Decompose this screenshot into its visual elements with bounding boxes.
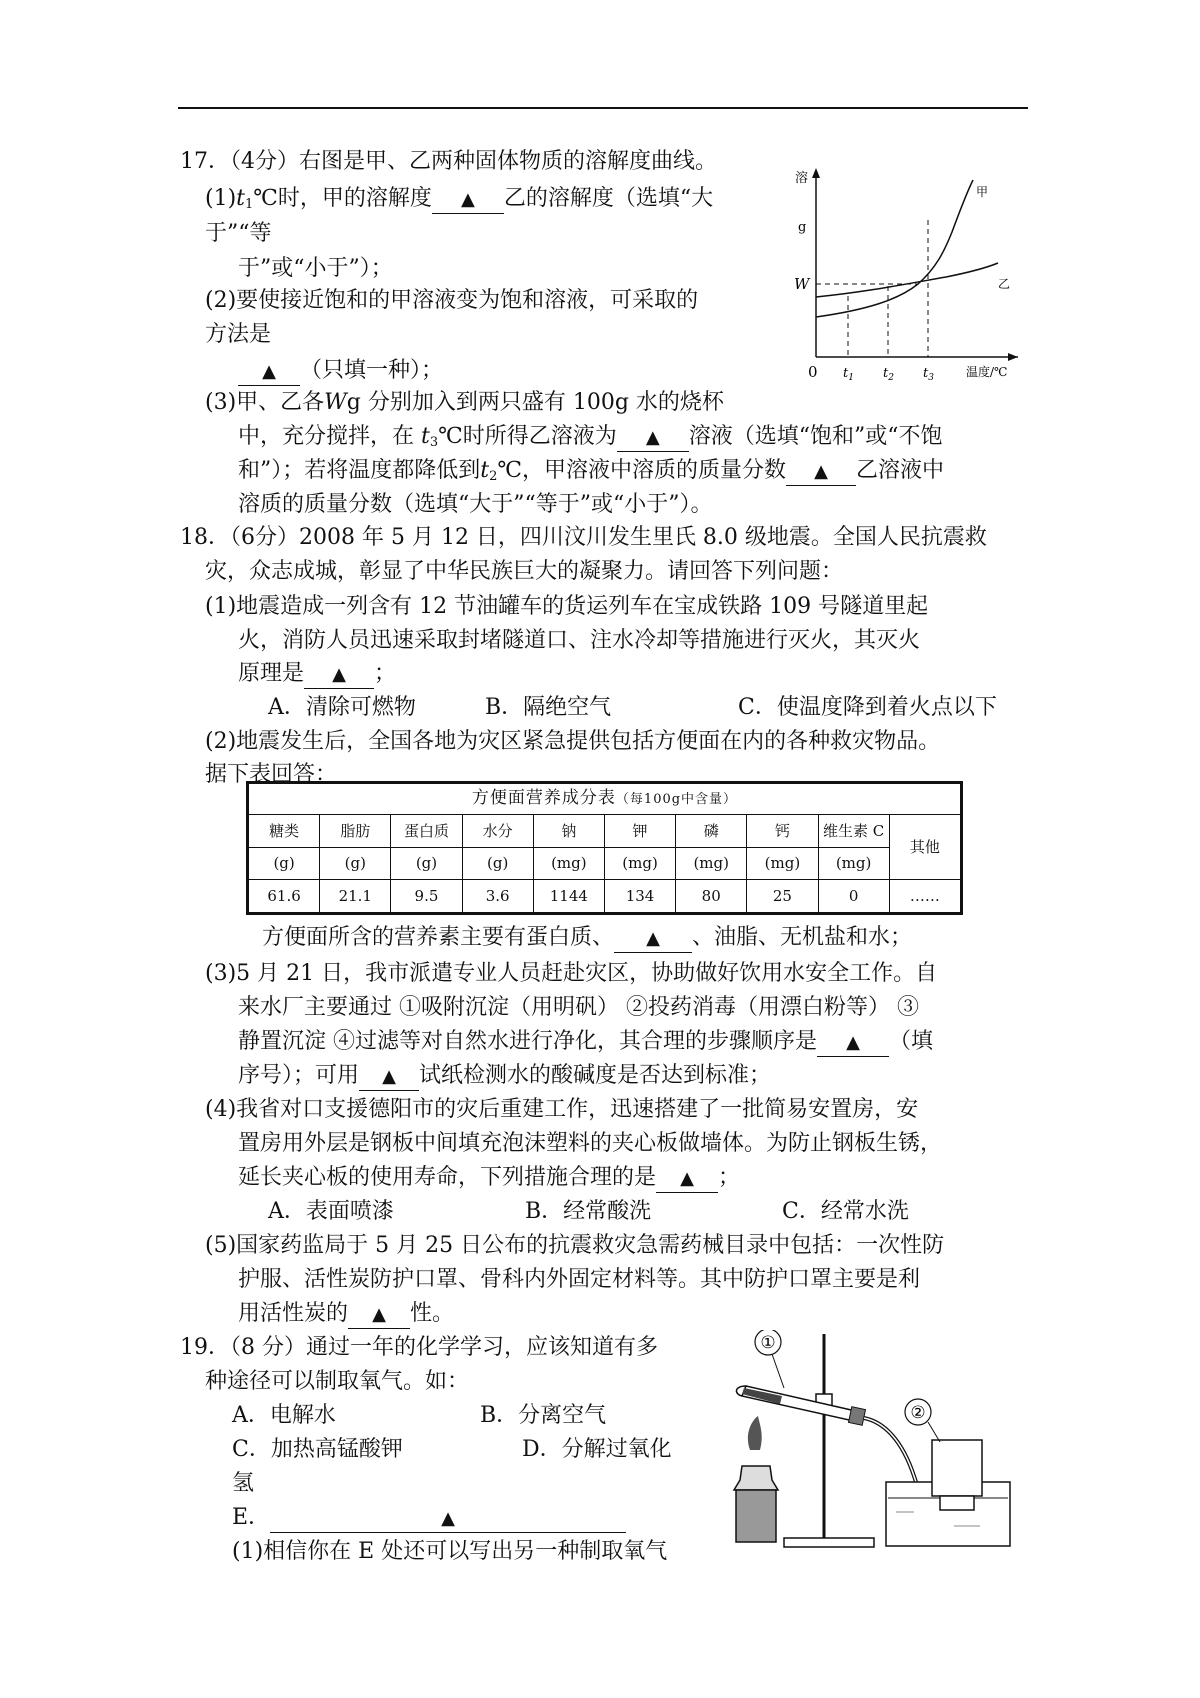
value-cell: 1144	[533, 880, 604, 913]
text: 氢	[232, 1471, 255, 1496]
q19-option-e	[232, 1502, 626, 1534]
value-cell: 21.1	[320, 880, 391, 913]
q18-part4-line1	[205, 1094, 918, 1126]
value-cell: 134	[604, 880, 675, 913]
text: 方便面所含的营养素主要有蛋白质、	[262, 925, 615, 950]
text: 置房用外层是钢板中间填充泡沫塑料的夹心板做墙体。为防止钢板生锈，	[238, 1131, 943, 1156]
answer-marker: ▲	[372, 1304, 386, 1325]
table-title	[249, 784, 961, 815]
answer-marker: ▲	[680, 1168, 694, 1189]
text: 19．（8 分）通过一年的化学学习，应该知道有多	[180, 1335, 658, 1360]
text: ℃时所得乙溶液为	[438, 424, 617, 449]
answer-blank[interactable]	[270, 1505, 626, 1533]
answer-blank[interactable]	[786, 458, 856, 486]
unit-cell: (g)	[249, 847, 320, 880]
text: D．分解过氧化	[522, 1437, 672, 1462]
unit-cell: (g)	[462, 847, 533, 880]
q17-head-text: 17．（4分）右图是甲、乙两种固体物质的溶解度曲线。	[180, 149, 717, 174]
q18-heading	[180, 522, 987, 554]
text: g 分别加入到两只盛有 100g 水的烧杯	[346, 390, 724, 415]
oxygen-apparatus-diagram	[718, 1330, 1018, 1552]
table-unit-row	[249, 847, 961, 880]
header-cell: 水分	[462, 815, 533, 848]
value-cell: 9.5	[391, 880, 462, 913]
text: 乙溶液中	[856, 458, 945, 483]
q18-part4-option-b	[525, 1196, 651, 1228]
q19-heading	[180, 1332, 658, 1364]
text: 来水厂主要通过 ①吸附沉淀（用明矾） ②投药消毒（用漂白粉等） ③	[238, 995, 919, 1020]
q18-option-c	[738, 692, 997, 724]
value-cell: ……	[889, 880, 960, 913]
header-cell: 维生素 C	[818, 815, 889, 848]
text: 性。	[410, 1301, 455, 1326]
text: (1)相信你在 E 处还可以写出另一种制取氧气	[232, 1539, 668, 1564]
table-title-row	[249, 784, 961, 815]
text: W	[324, 390, 347, 415]
q17-part3-line4	[238, 489, 712, 521]
text: B．分离空气	[480, 1403, 607, 1428]
q19-option-c	[232, 1434, 403, 1466]
answer-blank[interactable]	[348, 1301, 410, 1329]
q17-heading	[180, 146, 717, 178]
t2-letter: t	[883, 366, 889, 381]
value-cell: 0	[818, 880, 889, 913]
answer-blank[interactable]	[432, 186, 504, 214]
text: 1	[245, 197, 254, 212]
text: 序号）；可用	[238, 1063, 360, 1088]
text: (3)5 月 21 日，我市派遣专业人员赶赴灾区，协助做好饮用水安全工作。自	[205, 961, 938, 986]
text: B．经常酸洗	[525, 1199, 652, 1224]
label-1-pointer	[772, 1354, 784, 1388]
y-axis-label: 溶	[795, 171, 809, 186]
text: (4)我省对口支援德阳市的灾后重建工作，迅速搭建了一批简易安置房，安	[205, 1097, 919, 1122]
header-cell: 磷	[676, 815, 747, 848]
answer-marker: ▲	[814, 461, 828, 482]
text: 方法是	[205, 322, 272, 347]
q17-part1-line3	[238, 253, 393, 285]
answer-marker: ▲	[461, 189, 475, 210]
answer-marker: ▲	[645, 427, 660, 448]
answer-marker: ▲	[332, 664, 346, 685]
answer-blank[interactable]	[614, 925, 692, 953]
q19-heading-line2	[205, 1366, 469, 1398]
q18-part4-line2	[238, 1128, 942, 1160]
q18-part3-line4	[238, 1060, 771, 1092]
text: 种途径可以制取氧气。如：	[205, 1369, 470, 1394]
top-rule	[178, 107, 1028, 109]
q17-part1-line1	[205, 183, 713, 221]
text: （只填一种）；	[300, 358, 444, 383]
curve-jia	[816, 180, 973, 317]
answer-marker: ▲	[262, 361, 276, 382]
label-1: ①	[760, 1333, 776, 1353]
text: 3	[429, 435, 439, 450]
series-jia-label: 甲	[976, 185, 989, 199]
q18-part1-line1	[205, 591, 928, 623]
text: 和”）；若将温度都降低到	[238, 458, 481, 483]
solubility-graph	[786, 160, 1026, 390]
text: C．使温度降到着火点以下	[738, 695, 997, 720]
iron-stand	[784, 1334, 874, 1547]
answer-blank[interactable]	[617, 424, 689, 452]
label-2: ②	[910, 1403, 926, 1423]
text: A．电解水	[232, 1403, 336, 1428]
q18-option-b	[485, 692, 611, 724]
header-cell: 脂肪	[320, 815, 391, 848]
text: (3)甲、乙各	[205, 390, 325, 415]
nutrition-table-grid	[248, 783, 961, 913]
text: 灾，众志成城，彰显了中华民族巨大的凝聚力。请回答下列问题：	[205, 559, 844, 584]
flame	[748, 1416, 762, 1450]
answer-blank[interactable]	[238, 358, 300, 386]
q18-part1-line2	[238, 625, 920, 657]
text: 延长夹心板的使用寿命，下列措施合理的是	[238, 1165, 657, 1190]
q19-part1-line1	[232, 1536, 667, 1568]
answer-marker: ▲	[441, 1508, 455, 1529]
header-cell: 钙	[747, 815, 818, 848]
q18-part5-line2	[238, 1264, 920, 1296]
text: ；	[374, 661, 397, 686]
alcohol-lamp	[734, 1416, 778, 1542]
t1-label	[843, 366, 854, 383]
text: 溶质的质量分数（选填“大于”“等于”或“小于”）。	[238, 492, 713, 517]
x-axis-arrow	[1008, 353, 1018, 361]
q17-part2-line1	[205, 285, 698, 317]
table-title-text: 方便面营养成分表	[471, 788, 616, 808]
text: 于”“等	[205, 221, 272, 246]
q17-part3-line3	[238, 455, 944, 493]
bottle-neck	[940, 1496, 974, 1510]
q17-part2-line3	[238, 355, 443, 387]
t1-letter: t	[843, 366, 849, 381]
header-cell: 钾	[604, 815, 675, 848]
q17-part3-line2	[238, 421, 943, 459]
text: 试纸检测水的酸碱度是否达到标准；	[419, 1063, 772, 1088]
answer-blank[interactable]	[304, 661, 374, 689]
q17-part3-line1	[205, 387, 724, 419]
text: B．隔绝空气	[485, 695, 612, 720]
text: 用活性炭的	[238, 1301, 349, 1326]
header-cell-other: 其他	[889, 815, 960, 880]
text: 乙的溶解度（选填“大	[503, 186, 714, 211]
t3-sub: 3	[928, 373, 934, 383]
text: (2)要使接近饱和的甲溶液变为饱和溶液，可采取的	[205, 288, 699, 313]
text: t	[480, 458, 490, 483]
answer-blank[interactable]	[656, 1165, 718, 1193]
table-note: （每100g中含量）	[615, 792, 738, 807]
text: 、油脂、无机盐和水；	[692, 925, 913, 950]
text: (5)国家药监局于 5 月 25 日公布的抗震救灾急需药械目录中包括：一次性防	[205, 1233, 945, 1258]
q18-part2-line1	[205, 726, 940, 758]
t3-label	[923, 366, 934, 383]
q17-part1-line2	[205, 218, 272, 250]
nutrition-table	[246, 781, 963, 915]
text: 静置沉淀 ④过滤等对自然水进行净化，其合理的步骤顺序是	[238, 1029, 817, 1054]
q18-part5-line1	[205, 1230, 944, 1262]
answer-blank[interactable]	[817, 1029, 889, 1057]
text: ℃，甲溶液中溶质的质量分数	[497, 458, 786, 483]
text: ℃时，甲的溶解度	[253, 186, 432, 211]
text: (2)地震发生后，全国各地为灾区紧急提供包括方便面在内的各种救灾物品。	[205, 729, 941, 754]
q18-part4-line3	[238, 1162, 740, 1194]
stopper	[848, 1407, 865, 1426]
q19-option-d-cont	[232, 1468, 254, 1500]
text: 于”或“小于”）；	[238, 256, 393, 281]
stand-base	[784, 1538, 874, 1547]
value-cell: 25	[747, 880, 818, 913]
q18-part5-line3	[238, 1298, 454, 1330]
text: 溶液（选填“饱和”或“不饱	[688, 424, 943, 449]
y-axis-arrow	[812, 168, 820, 178]
text: 火，消防人员迅速采取封堵隧道口、注水冷却等措施进行灭火，其灭火	[238, 628, 921, 653]
table-header-row	[249, 815, 961, 848]
t1-sub: 1	[848, 373, 854, 383]
text: A．表面喷漆	[268, 1199, 394, 1224]
origin-label: 0	[808, 363, 818, 381]
t3-letter: t	[923, 366, 929, 381]
lamp-block	[736, 1490, 776, 1542]
unit-cell: (mg)	[533, 847, 604, 880]
series-yi-label: 乙	[998, 277, 1011, 291]
value-cell: 61.6	[249, 880, 320, 913]
text: C．经常水洗	[782, 1199, 909, 1224]
value-cell: 80	[676, 880, 747, 913]
w-label: W	[794, 275, 810, 293]
value-cell: 3.6	[462, 880, 533, 913]
unit-cell: (mg)	[818, 847, 889, 880]
answer-marker: ▲	[382, 1066, 396, 1087]
header-cell: 糖类	[249, 815, 320, 848]
x-axis-label: 温度/℃	[966, 365, 1008, 379]
q18-heading-line2	[205, 556, 843, 588]
q18-part1-line3	[238, 658, 396, 690]
text: t	[236, 186, 246, 211]
q19-option-b	[480, 1400, 606, 1432]
q18-part3-line3	[238, 1026, 933, 1058]
unit-cell: (mg)	[604, 847, 675, 880]
header-cell: 钠	[533, 815, 604, 848]
q18-part4-option-a	[268, 1196, 394, 1228]
q18-part2-answer	[262, 922, 912, 954]
text: 18．（6分）2008 年 5 月 12 日，四川汶川发生里氏 8.0 级地震。全国人民抗震救	[180, 525, 987, 550]
q18-part4-option-c	[782, 1196, 909, 1228]
text: ；	[718, 1165, 741, 1190]
q18-option-a	[268, 692, 416, 724]
text: 2	[489, 469, 498, 484]
y-unit-label: g	[798, 220, 807, 235]
label-2-pointer	[928, 1422, 940, 1442]
text: 中，充分搅拌，在	[238, 424, 415, 449]
text: 原理是	[238, 661, 305, 686]
answer-marker: ▲	[846, 1032, 860, 1053]
text: t	[421, 424, 430, 449]
lamp-neck	[734, 1466, 778, 1490]
text: （填	[889, 1029, 934, 1054]
table-value-row	[249, 880, 961, 913]
text: (1)	[205, 186, 237, 211]
text: C．加热高锰酸钾	[232, 1437, 403, 1462]
text: 据下表回答：	[205, 762, 338, 787]
unit-cell: (mg)	[747, 847, 818, 880]
header-cell: 蛋白质	[391, 815, 462, 848]
q18-part3-line2	[238, 992, 919, 1024]
q18-part3-line1	[205, 958, 937, 990]
answer-blank[interactable]	[359, 1063, 419, 1091]
q19-option-d	[522, 1434, 672, 1466]
text: 护服、活性炭防护口罩、骨科内外固定材料等。其中防护口罩主要是利	[238, 1267, 921, 1292]
unit-cell: (g)	[391, 847, 462, 880]
text: (1)地震造成一列含有 12 节油罐车的货运列车在宝成铁路 109 号隧道里起	[205, 594, 929, 619]
unit-cell: (mg)	[676, 847, 747, 880]
unit-cell: (g)	[320, 847, 391, 880]
t2-label	[883, 366, 894, 383]
text: E．	[232, 1505, 271, 1530]
gas-collection-bottle	[932, 1440, 982, 1496]
q19-option-a	[232, 1400, 336, 1432]
q17-part2-line2	[205, 319, 271, 351]
text: A．清除可燃物	[268, 695, 416, 720]
answer-marker: ▲	[646, 928, 660, 949]
t2-sub: 2	[888, 373, 894, 383]
